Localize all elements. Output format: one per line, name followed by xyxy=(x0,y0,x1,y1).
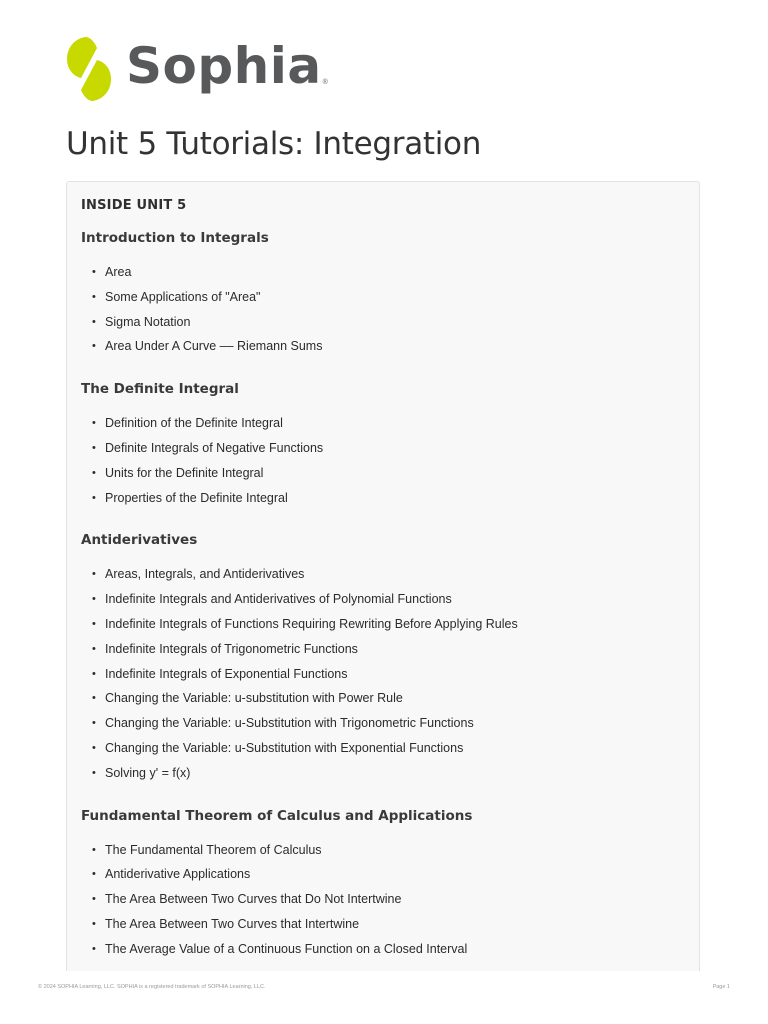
list-item: • Areas, Integrals, and Antiderivatives xyxy=(81,562,685,587)
list-item: • Area xyxy=(81,260,685,285)
list-item: • Indefinite Integrals and Antiderivatives of Polynomial Functions xyxy=(81,587,685,612)
section-list xyxy=(81,411,685,510)
list-item: • The Area Between Two Curves that Intertwine xyxy=(81,912,685,937)
unit-contents-box xyxy=(66,181,700,971)
list-item: • The Average Value of a Continuous Function on a Closed Interval xyxy=(81,937,685,962)
footer-copyright: © 2024 SOPHIA Learning, LLC. SOPHIA is a registered trademark of SOPHIA Learning, LLC. xyxy=(38,984,266,990)
list-item: • Definite Integrals of Negative Functions xyxy=(81,436,685,461)
list-item: • Area Under A Curve –– Riemann Sums xyxy=(81,334,685,359)
list-item: • Some Applications of "Area" xyxy=(81,285,685,310)
list-item: • Units for the Definite Integral xyxy=(81,461,685,486)
list-item: • Indefinite Integrals of Exponential Functions xyxy=(81,662,685,687)
section-list xyxy=(81,260,685,359)
section-title: Introduction to Integrals xyxy=(81,230,269,246)
section-list xyxy=(81,562,685,785)
section-title: Antiderivatives xyxy=(81,532,198,549)
list-item: • Properties of the Definite Integral xyxy=(81,486,685,511)
sophia-logo xyxy=(66,36,328,102)
list-item: • Solving y' = f(x) xyxy=(81,761,685,786)
list-item: • Indefinite Integrals of Functions Requiring Rewriting Before Applying Rules xyxy=(81,612,685,637)
registered-mark: ® xyxy=(322,79,328,86)
footer-page-number: Page 1 xyxy=(712,984,730,990)
page-footer xyxy=(38,984,730,990)
list-item: • Changing the Variable: u-Substitution with Trigonometric Functions xyxy=(81,711,685,736)
list-item: • Sigma Notation xyxy=(81,310,685,335)
list-item: • Changing the Variable: u-Substitution with Exponential Functions xyxy=(81,736,685,761)
section-title: Fundamental Theorem of Calculus and Applications xyxy=(81,807,473,824)
list-item: • The Area Between Two Curves that Do Not Intertwine xyxy=(81,887,685,912)
list-item: • Antiderivative Applications xyxy=(81,862,685,887)
list-item: • Indefinite Integrals of Trigonometric Functions xyxy=(81,637,685,662)
sections-container xyxy=(81,230,685,962)
list-item: • The Fundamental Theorem of Calculus xyxy=(81,838,685,863)
sophia-leaf-icon xyxy=(66,36,112,102)
page-title: Unit 5 Tutorials: Integration xyxy=(66,126,482,162)
box-heading: INSIDE UNIT 5 xyxy=(81,198,187,213)
list-item: • Definition of the Definite Integral xyxy=(81,411,685,436)
brand-name: Sophia xyxy=(126,37,322,95)
section-list xyxy=(81,838,685,962)
section-title: The Definite Integral xyxy=(81,381,239,398)
list-item: • Changing the Variable: u-substitution with Power Rule xyxy=(81,686,685,711)
